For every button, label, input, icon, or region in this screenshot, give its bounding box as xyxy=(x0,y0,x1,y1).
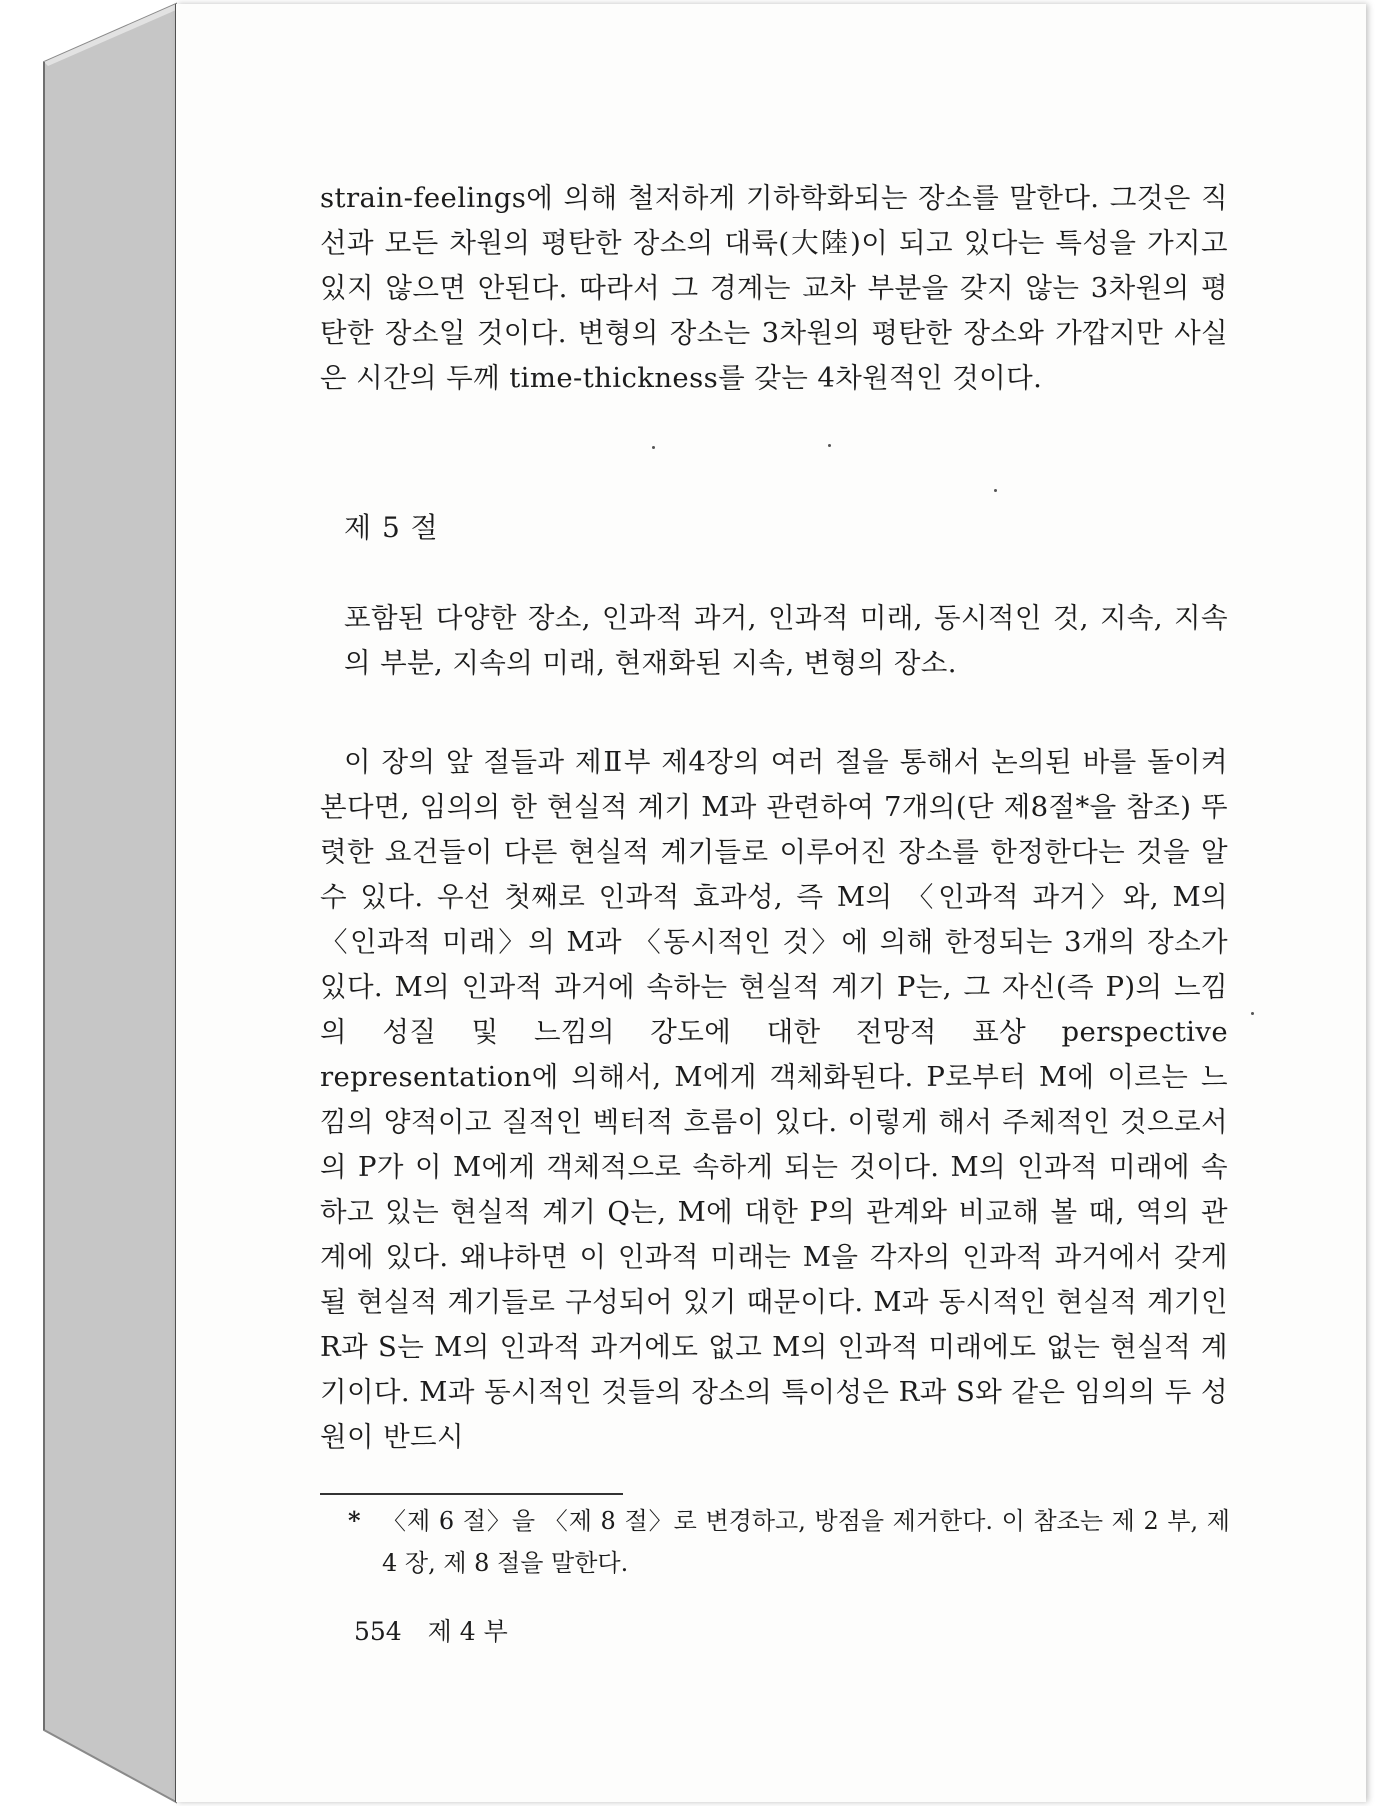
section-heading: 제 5 절 xyxy=(344,511,439,544)
page-number: 554 xyxy=(354,1617,402,1646)
section-summary xyxy=(344,596,1228,686)
scan-speck xyxy=(652,446,655,449)
part-label: 제 4 부 xyxy=(427,1617,508,1646)
paragraph-main-text: 이 장의 앞 절들과 제Ⅱ부 제4장의 여러 절을 통해서 논의된 바를 돌이켜본다면, 임의의 한 현실적 계기 M과 관련하여 7개의(단 제8절*을 참조) 뚜렷한 요건들이 다른 현실적 계기들로 이루어진 장소를 한정한다는 것을 알 수 있다. 우선 첫째로 인과적 효과성, 즉 M의 〈인과적 과거〉와, M의 〈인과적 미래〉의 M과 〈동시적인 것〉에 의해 한정되는 3개의 장소가 있다. M의 인과적 과거에 속하는 현실적 계기 P는, 그 자신(즉 P)의 느낌의 성질 및 느낌의 강도에 대한 전망적 표상 perspective representation에 의해서, M에게 객체화된다. P로부터 M에 이르는 느낌의 양적이고 질적인 벡터적 흐름이 있다. 이렇게 해서 주체적인 것으로서의 P가 이 M에게 객체적으로 속하게 되는 것이다. M의 인과적 미래에 속하고 있는 현실적 계기 Q는, M에 대한 P의 관계와 비교해 볼 때, 역의 관계에 있다. 왜냐하면 이 인과적 미래는 M을 각자의 인과적 과거에서 갖게 될 현실적 계기들로 구성되어 있기 때문이다. M과 동시적인 현실적 계기인 R과 S는 M의 인과적 과거에도 없고 M의 인과적 미래에도 없는 현실적 계기이다. M과 동시적인 것들의 장소의 특이성은 R과 S와 같은 임의의 두 성원이 반드시 xyxy=(320,746,1228,1453)
paragraph-main xyxy=(320,740,1228,1460)
scan-speck xyxy=(828,444,831,447)
footnote-mark: * xyxy=(348,1506,361,1535)
paragraph-intro-text: strain-feelings에 의해 철저하게 기하학화되는 장소를 말한다. 그것은 직선과 모든 차원의 평탄한 장소의 대륙(大陸)이 되고 있다는 특성을 가지고 있지 않으면 안된다. 따라서 그 경계는 교차 부분을 갖지 않는 3차원의 평탄한 장소일 것이다. 변형의 장소는 3차원의 평탄한 장소와 가깝지만 사실은 시간의 두께 time-thickness를 갖는 4차원적인 것이다. xyxy=(320,182,1228,394)
footnote-text: 〈제 6 절〉을 〈제 8 절〉로 변경하고, 방점을 제거한다. 이 참조는 제 2 부, 제 4 장, 제 8 절을 말한다. xyxy=(382,1507,1230,1577)
footnote xyxy=(348,1500,1230,1584)
paragraph-intro xyxy=(320,176,1228,401)
page-folio xyxy=(354,1612,508,1648)
scan-speck xyxy=(1251,1012,1254,1015)
scan-speck xyxy=(994,489,997,492)
section-summary-text: 포함된 다양한 장소, 인과적 과거, 인과적 미래, 동시적인 것, 지속, 지속의 부분, 지속의 미래, 현재화된 지속, 변형의 장소. xyxy=(344,602,1228,679)
footnote-divider xyxy=(320,1493,623,1495)
